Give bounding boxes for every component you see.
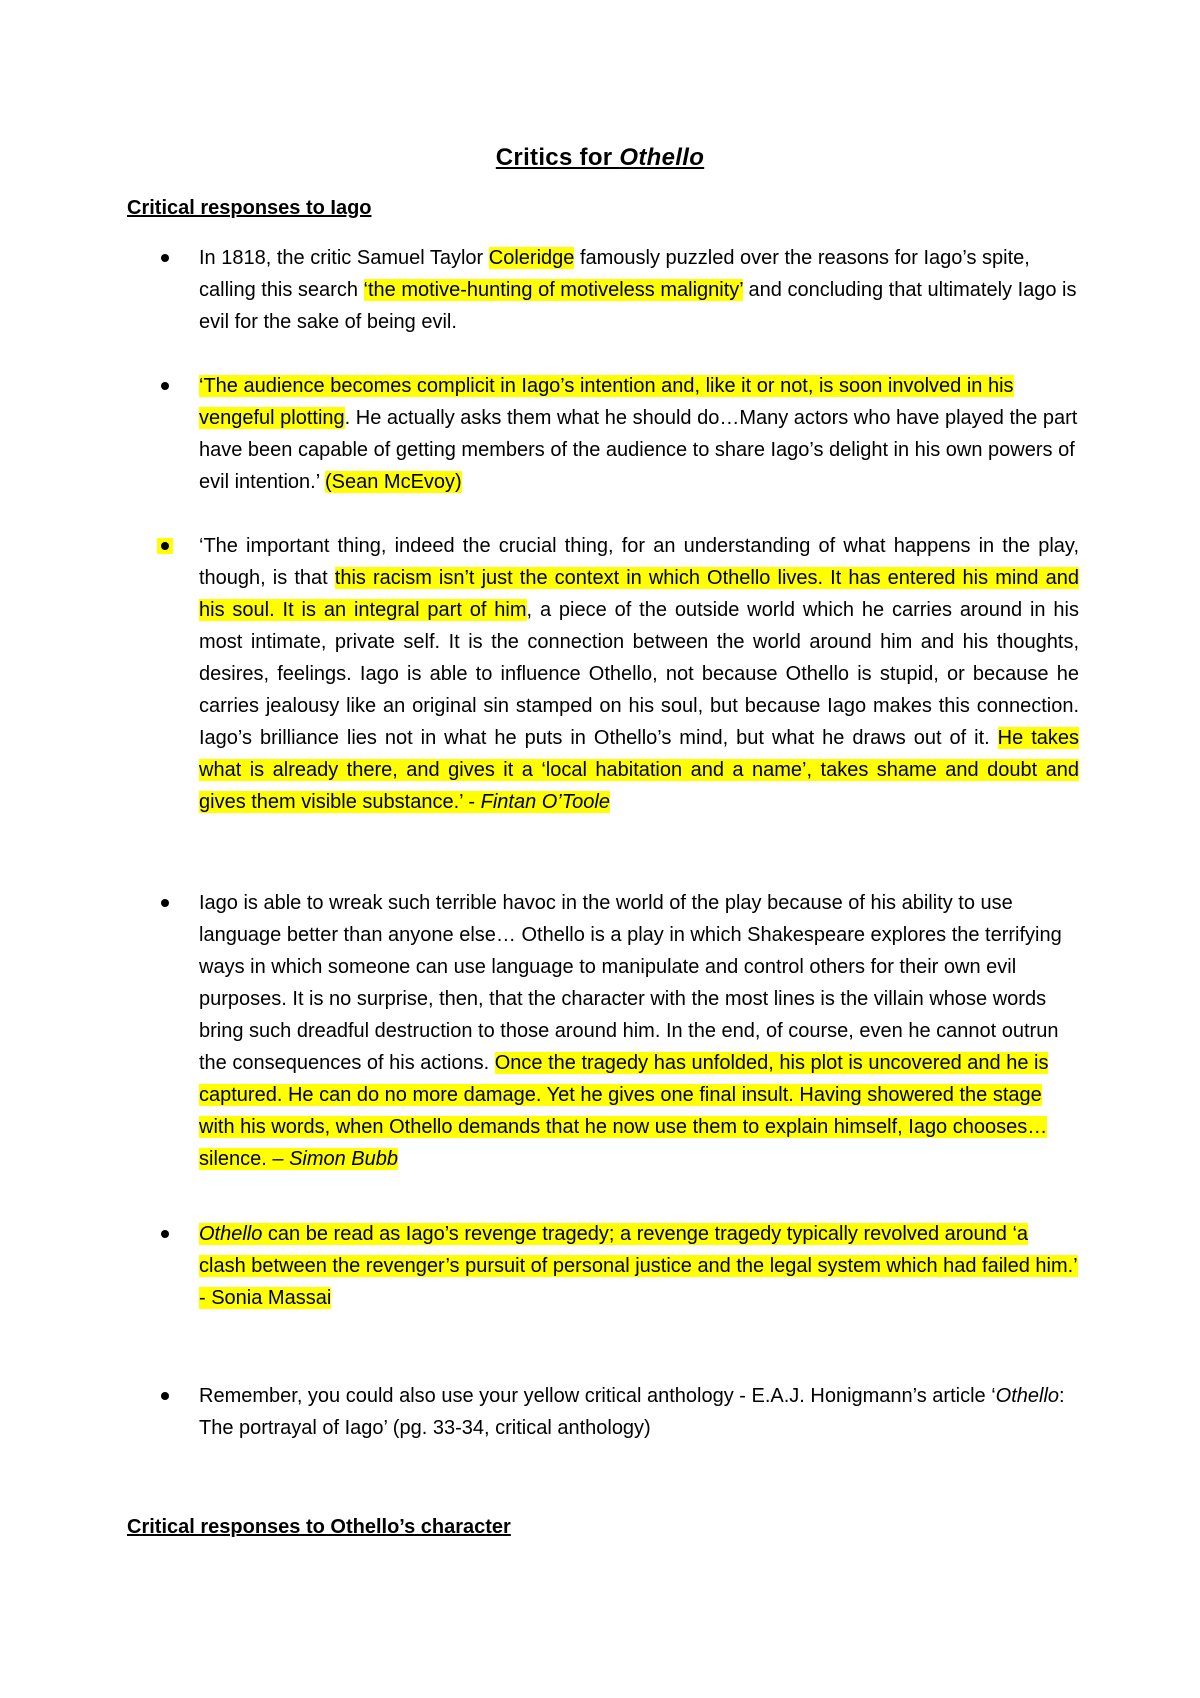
list-item-coleridge: In 1818, the critic Samuel Taylor Coleridge famously puzzled over the reasons for Iago’s spite, calling this search ‘the motive-hunting of motiveless malignity’ and concluding that ultimately Iago is evil for the sake of being evil. xyxy=(199,247,1077,333)
bullet-icon xyxy=(157,378,173,394)
bullet-icon xyxy=(157,895,173,911)
title-prefix: Critics for xyxy=(495,144,620,171)
bullet-icon xyxy=(157,250,173,266)
list-item-massai: Othello can be read as Iago’s revenge tragedy; a revenge tragedy typically revolved around ‘a clash between the revenger’s pursuit of personal justice and the legal system which had failed him.’ - Sonia Massai xyxy=(199,1223,1078,1309)
list-item-honigmann: Remember, you could also use your yellow critical anthology - E.A.J. Honigmann’s article ‘Othello: The portrayal of Iago’ (pg. 33-34, critical anthology) xyxy=(199,1385,1065,1439)
list-item-bubb: Iago is able to wreak such terrible havoc in the world of the play because of his ability to use language better than anyone else… Othello is a play in which Shakespeare explores the terrifying ways in which someone can use language to manipulate and control others for their own evil purposes. It is no surprise, then, that the character with the most lines is the villain whose words bring such dreadful destruction to those around him. In the end, of course, even he cannot outrun the consequences of his actions. Once the tragedy has unfolded, his plot is uncovered and he is captured. He can do no more damage. Yet he gives one final insult. Having showered the stage with his words, when Othello demands that he now use them to explain himself, Iago chooses…silence. – Simon Bubb xyxy=(199,892,1062,1170)
page-title xyxy=(0,144,1200,172)
bullet-icon xyxy=(157,1226,173,1242)
list-item-otoole: ‘The important thing, indeed the crucial thing, for an understanding of what happens in the play, though, is that this racism isn’t just the context in which Othello lives. It has entered his mind and his soul. It is an integral part of him, a piece of the outside world which he carries around in his most intimate, private self. It is the connection between the world around him and his thoughts, desires, feelings. Iago is able to influence Othello, not because Othello is stupid, or because he carries jealousy like an original sin stamped on his soul, but because Iago makes this connection. Iago’s brilliance lies not in what he puts in Othello’s mind, but what he draws out of it. He takes what is already there, and gives it a ‘local habitation and a name’, takes shame and doubt and gives them visible substance.’ - Fintan O’Toole xyxy=(199,535,1079,813)
bullet-icon xyxy=(157,1388,173,1404)
section-heading-othello: Critical responses to Othello’s character xyxy=(127,1516,511,1538)
section-heading-iago: Critical responses to Iago xyxy=(127,197,372,219)
bullet-icon xyxy=(157,538,173,554)
title-italic: Othello xyxy=(619,144,705,171)
list-item-mcevoy: ‘The audience becomes complicit in Iago’s intention and, like it or not, is soon involved in his vengeful plotting. He actually asks them what he should do…Many actors who have played the part have been capable of getting members of the audience to share Iago’s delight in his own powers of evil intention.’ (Sean McEvoy) xyxy=(199,375,1078,493)
